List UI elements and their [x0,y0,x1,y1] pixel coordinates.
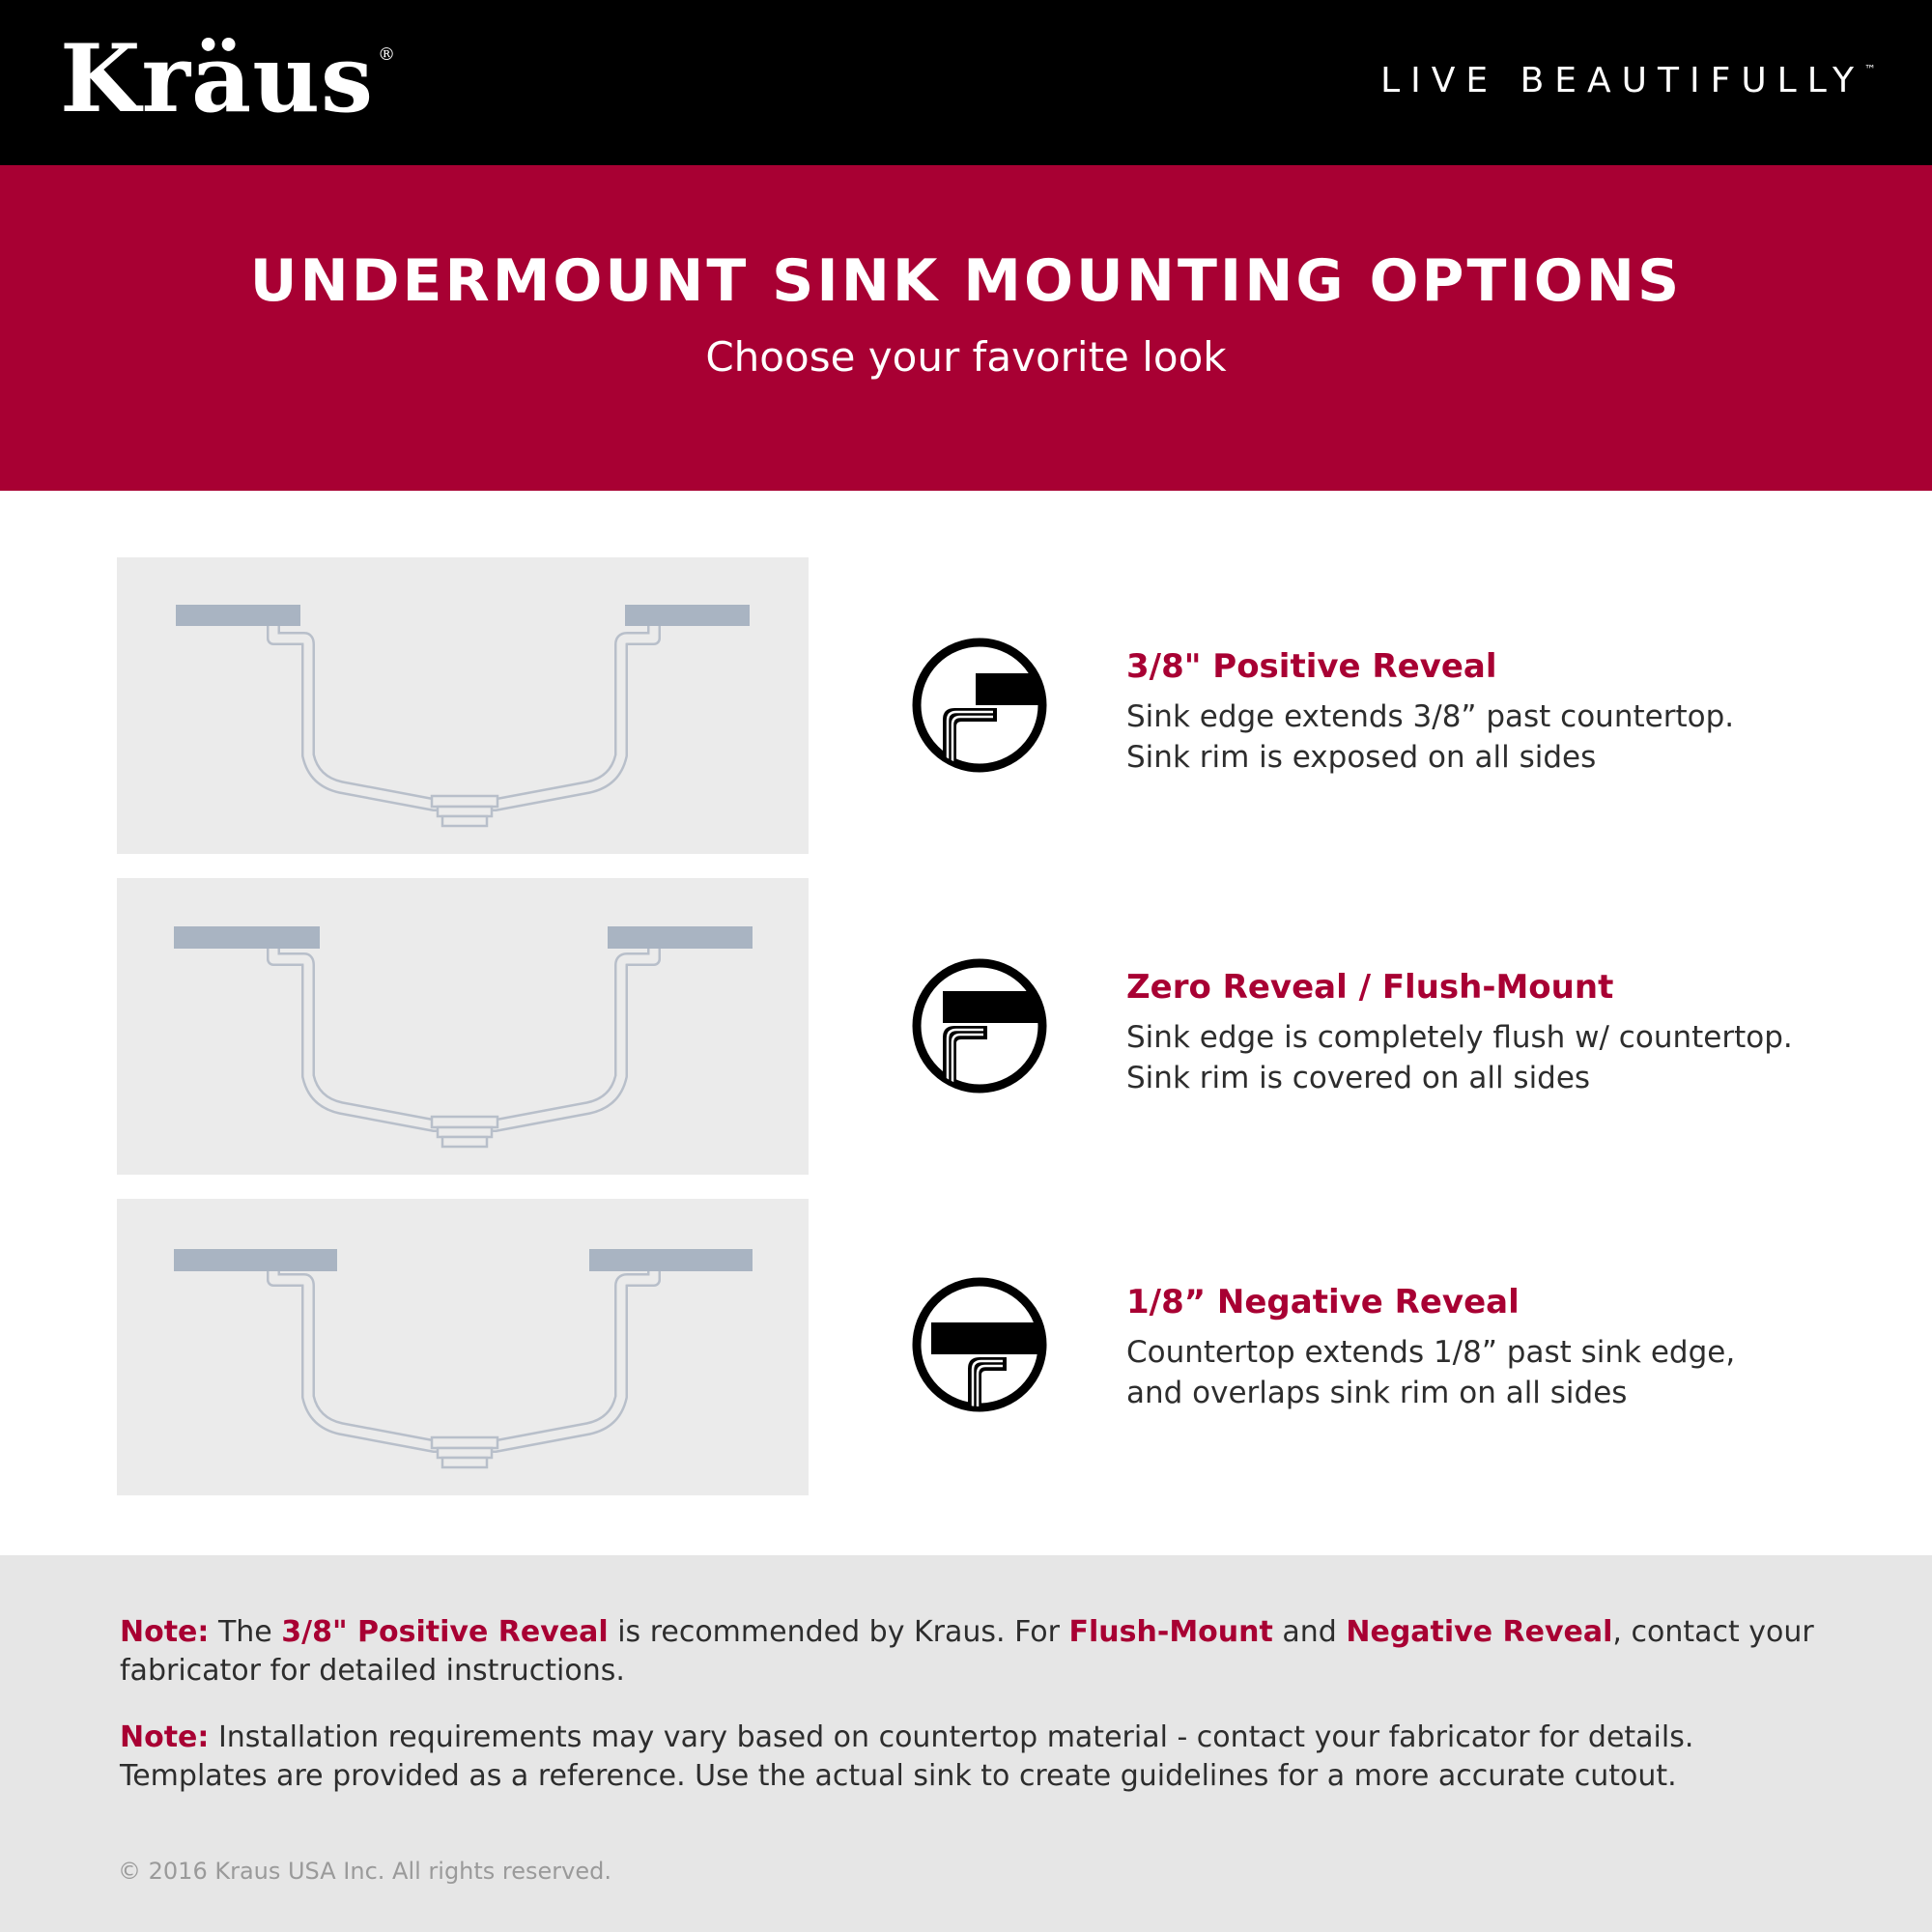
trademark-mark: ™ [1864,63,1876,76]
positive-reveal-sink-drawing [117,557,809,854]
option-description-line: Countertop extends 1/8” past sink edge, [1126,1335,1736,1370]
note-recommendation [120,1613,1839,1690]
countertop-right [608,926,753,949]
option-zero-reveal [1126,968,1899,1098]
sink-outline [273,949,654,1125]
option-description-line: Sink rim is exposed on all sides [1126,740,1597,775]
drain-top [432,796,497,807]
drain-top [432,1437,497,1448]
note-highlight: Flush-Mount [1068,1615,1273,1649]
copyright: © 2016 Kraus USA Inc. All rights reserved. [118,1858,612,1885]
note-highlight: 3/8" Positive Reveal [281,1615,609,1649]
page-subtitle: Choose your favorite look [705,333,1227,381]
note-label: Note: [120,1720,210,1754]
note-text: is recommended by Kraus. For [608,1615,1069,1649]
note-highlight: Negative Reveal [1346,1615,1613,1649]
negative-reveal-icon [910,1275,1049,1414]
countertop-left [174,926,320,949]
logo-text: Kräus [60,24,375,133]
zero-reveal-sink-drawing [117,878,809,1175]
tagline [1380,61,1876,100]
drain-mid [438,1448,492,1458]
note-text: The [209,1615,282,1649]
drain-mid [438,1127,492,1137]
zero-reveal-icon [910,956,1049,1095]
drain-bottom [442,1458,487,1467]
header-bar [0,0,1932,165]
note-text: and [1272,1615,1347,1649]
countertop-left [174,1249,337,1271]
countertop-right [589,1249,753,1271]
note-label: Note: [120,1615,210,1649]
negative-reveal-diagram [117,1199,809,1495]
zero-reveal-diagram [117,878,809,1175]
registered-mark: ® [378,44,397,65]
drain-bottom [442,1137,487,1147]
option-title: Zero Reveal / Flush-Mount [1126,968,1614,1007]
option-description-line: Sink edge is completely flush w/ countertop. [1126,1020,1793,1055]
tagline-text: LIVE BEAUTIFULLY [1380,61,1864,100]
page-title: UNDERMOUNT SINK MOUNTING OPTIONS [249,247,1683,315]
positive-reveal-icon [910,636,1049,775]
note-text: Installation requirements may vary based on countertop material - contact your fabricator for details. Templates are provided as a reference. Use the actual sink to create guidelines for a more accurate cutout. [120,1720,1694,1793]
countertop-left [176,605,300,626]
negative-reveal-sink-drawing [117,1199,809,1495]
option-description-line: and overlaps sink rim on all sides [1126,1376,1628,1410]
option-description-line: Sink edge extends 3/8” past countertop. [1126,699,1735,734]
sink-outline [273,626,654,805]
positive-reveal-diagram [117,557,809,854]
note-text: , contact your fabricator for detailed instructions. [120,1615,1814,1688]
option-title: 3/8" Positive Reveal [1126,647,1497,686]
hero-banner [0,165,1932,491]
drain-bottom [442,816,487,826]
option-description-line: Sink rim is covered on all sides [1126,1061,1591,1095]
drain-top [432,1117,497,1127]
sink-outline [273,1271,654,1446]
countertop-right [625,605,750,626]
option-negative-reveal [1126,1283,1899,1413]
drain-mid [438,807,492,816]
note-installation [120,1719,1839,1796]
option-positive-reveal [1126,647,1899,778]
option-title: 1/8” Negative Reveal [1126,1283,1520,1321]
kraus-logo [60,24,397,133]
